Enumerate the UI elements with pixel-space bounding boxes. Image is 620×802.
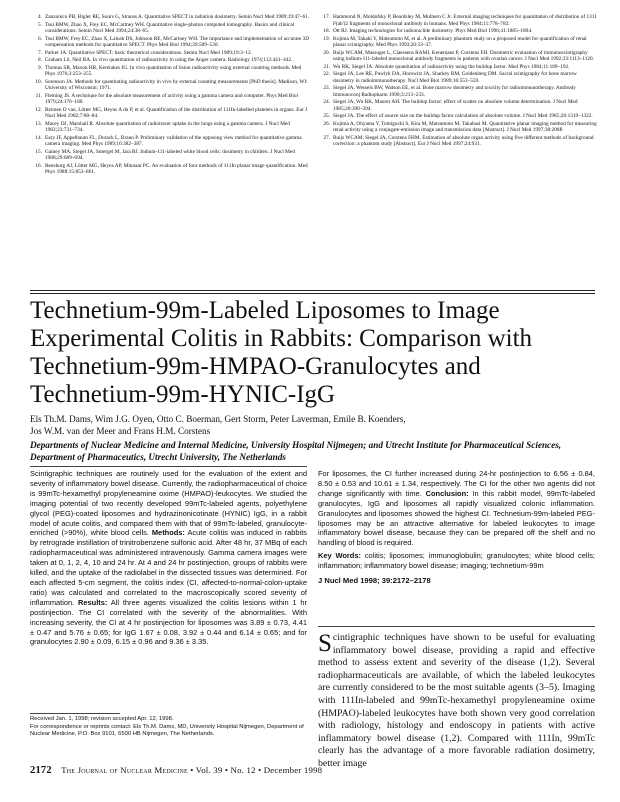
body-text [318, 632, 595, 771]
reference-text: Siegel JA, Wu RK, Maurer AH. The buildup factor: effect of scatter on absolute volume determination. J Nucl Med 1985;26:390–394. [333, 99, 578, 112]
reference-text: Reimen O van, Lötter MG, Heyns A du P, et al. Quantification of the distribution of 111In-labelled platelets in organs. Eur J Nucl Med 1982;7:80–84. [45, 106, 308, 119]
author-line-1: Els Th.M. Dams, Wim J.G. Oyen, Otto C. Boerman, Gert Storm, Peter Laverman, Emile B. Koenders, [30, 414, 406, 424]
reference-text: Kojima M, Takaki Y, Matsumoto M, et al. A preliminary phantom study on a proposed model for quantification of renal planar scintigraphy. Med Phys 1993;20:33–37. [333, 35, 587, 48]
reference-item [318, 71, 598, 84]
reference-text: Rensburg AJ, Lötter MG, Heyns AP, Minnaar PC. An evaluation of four methods of 111In planar image quantification. Med Phys 1988;15:853–861. [45, 162, 308, 175]
page-footer [30, 765, 595, 776]
abstract-column-left [30, 469, 307, 647]
reference-text: Buijs WCAM, Siegel JA, Corstens FHM. Estimation of absolute organ activity using five different methods of background correction: a phantom study [Abstract]. Eur J Nucl Med 1997;24:931. [333, 134, 594, 147]
reference-text: Fleming JS. A technique for the absolute measurement of activity using a gamma camera and computer. Phys Med Biol 1979;24:176–180. [45, 92, 299, 105]
abstract-conclusion: In this rabbit model, 99mTc-labeled granulocytes, IgG and liposomes all rapidly visualized colonic inflammation. Granulocytes and liposomes showed the highest CI. Technetium-99m-labeled PEG-liposomes may be an attractive alternative for labeled leukocytes to image inflammatory bowel disease, because they can be prepared off the shelf and no handling of blood is required. [318, 488, 595, 548]
reference-item [30, 93, 310, 106]
references-right [318, 14, 598, 149]
abstract-column-right [318, 469, 595, 586]
reference-number: 15. [35, 148, 42, 155]
footnote-received: Received Jan. 1, 1998; revision accepted Apr. 12, 1998. [30, 716, 174, 722]
reference-number: 14. [35, 134, 42, 141]
reference-item [318, 135, 598, 148]
results-label: Results: [78, 597, 108, 607]
abstract-results: All three agents visualized the colitis lesions within 1 hr postinjection. The CI correlated with the severity of the abnormalities. With increasing severity, the CI at 4 hr postinjection for liposomes was 3.89 ± 0.73, 4.41 ± 0.47 and 5.76 ± 0.65; for IgG 1.67 ± 0.08, 3.92 ± 0.44 and 6.14 ± 0.65; and for granulocytes 2.90 ± 0.09, 6.15 ± 0.96 and 9.36 ± 3.35. [30, 597, 307, 647]
reference-number: 17. [323, 14, 330, 20]
reference-item [30, 79, 310, 92]
reference-number: 26. [323, 120, 330, 127]
reference-number: 9. [38, 64, 42, 71]
footnote-correspondence: For correspondence or reprints contact: Els Th.M. Dams, MD, University Hospital Nijmegen, Department of Nuclear Medicine, P.O. Box 9101, 6500 HB Nijmegen, The Netherlands. [30, 724, 304, 738]
journal-citation: J Nucl Med 1998; 39:2172–2178 [318, 576, 431, 586]
reference-item [318, 113, 598, 120]
reference-text: Kojima A, Ohyama Y, Tomiguchi S, Kira M, Matsumoto M, Takahasi M. Quantitative planar imaging method for measuring renal activity using a conjugate-emission image and transmission data [Abstract]. J Nucl Med 1997;38:208P. [333, 120, 597, 133]
reference-item [30, 22, 310, 35]
page-number: 2172 [30, 765, 52, 776]
reference-item [30, 65, 310, 78]
reference-text: Siegel JA, Wessels BW, Watson EE, et al. Bone marrow dosimetry and toxicity for radioimmunotherapy. Antibody Immunoconj Radiopharm 1990;3:213–233. [333, 85, 576, 98]
reference-item [30, 149, 310, 162]
reference-item [318, 36, 598, 49]
reference-number: 21. [323, 63, 330, 70]
reference-text: Wu RK, Siegel JA. Absolute quantitation of radioactivity using the buildup factor. Med Phys 1984;11:189–192. [333, 63, 570, 70]
reference-number: 23. [323, 85, 330, 91]
reference-item [30, 36, 310, 49]
reference-item [318, 85, 598, 98]
reference-number: 19. [323, 35, 330, 42]
abstract-results-cont: For liposomes, the CI further increased during 24-hr postinjection to 6.56 ± 0.84, 8.50 ± 0.53 and 10.61 ± 1.34, respectively. The CI for the other two agents did not change significantly with time. [318, 469, 595, 498]
reference-number: 25. [323, 113, 330, 119]
reference-text: Siegel JA, Lee RE, Pawlyk DA, Horowitz JA, Sharkey RM, Goldenberg DM. Sacral scintigraphy for bone marrow dosimetry in radioimmunotherapy. Nucl Med Biol 1989;16:553–559. [333, 71, 577, 84]
reference-item [318, 50, 598, 63]
abstract-intro: Scintigraphic techniques are routinely used for the evaluation of the extent and severity of inflammatory bowel disease. Currently, the radiopharmaceutical of choice is 99mTc-hexamethyl propyleneamine oxime (HMPAO)-leukocytes. We studied the imaging potential of two recently developed 99mTc-labeled agents, polyethylene glycol (PEG)-coated liposomes and hydrazinonicotinate (HYNIC) IgG, in a rabbit model of acute colitis, and compared them with that of 99mTc-labeled, granulocyte-enriched (>90%), white blood cells. [30, 469, 307, 538]
reference-number: 27. [323, 134, 330, 141]
reference-text: Graham LS, Neil BA. In vivo quantitation of radioactivity in using the Anger camera. Radiology 1974;112:441–442. [45, 57, 293, 63]
reference-number: 12. [35, 106, 42, 113]
footnotes [30, 716, 307, 739]
reference-number: 11. [35, 92, 42, 99]
reference-number: 6. [38, 35, 42, 42]
references-left [30, 14, 310, 177]
citation-divider [318, 626, 595, 627]
abstract-divider [30, 466, 307, 467]
reference-item [30, 50, 310, 57]
author-line-2: Jos W.M. van der Meer and Frans H.M. Corstens [30, 426, 211, 436]
reference-number: 24. [323, 99, 330, 105]
reference-text: Parker JA. Quantitative SPECT: basic theoretical considerations. Semin Nucl Med 1989;19:3–12. [45, 49, 253, 56]
affiliation: Departments of Nuclear Medicine and Internal Medicine, University Hospital Nijmegen; and Utrecht Institute for Pharmaceutical Sciences, Department of Pharmaceutics, Utrecht University, The Netherlands [30, 440, 562, 462]
reference-item [318, 14, 598, 27]
reference-number: 10. [35, 78, 42, 85]
reference-item [30, 121, 310, 134]
reference-number: 7. [38, 49, 42, 56]
drop-cap: S [318, 630, 332, 657]
reference-number: 20. [323, 49, 330, 56]
author-list [30, 413, 595, 437]
abstract-methods: Acute colitis was induced in rabbits by retrograde instillation of trinitrobenzene sulfonic acid. After 48 hr, 37 MBq of each radiopharmaceutical was administered intravenously. Gamma camera images were taken at 0, 1, 2, 4, 10 and 24 hr. At 4 and 24 hr postinjection, groups of rabbits were killed, and the uptake of the radiolabel in the dissected tissues was determined. For each affected 5-cm segment, the colitis index (CI, affected-to-normal-colon-uptake ratio) was calculated and correlated to the macroscopically scored severity of inflammation. [30, 528, 308, 607]
reference-item [30, 163, 310, 176]
issue-info: • Vol. 39 • No. 12 • December 1998 [190, 765, 323, 775]
reference-item [318, 99, 598, 112]
keywords-label: Key Words: [318, 551, 361, 561]
reference-text: Tsui BMW, Frey EC, Zhao X, Lalush DS, Johnson RE, McCartney WH. The importance and implementation of accurate 3D compensation methods for quantitative SPECT. Phys Med Biol 1994;39:509–530. [45, 35, 310, 48]
journal-name: The Journal of Nuclear Medicine [61, 765, 188, 775]
reference-number: 13. [35, 120, 42, 127]
title-rule-top [30, 290, 595, 291]
reference-item [30, 14, 310, 21]
reference-number: 5. [38, 21, 42, 28]
body-paragraph: cintigraphic techniques have shown to be useful for evaluating inflammatory bowel disease, providing a rapid and effective method to assess extent and severity of the disease (1,2). Several radiopharmaceuticals are available, of which the labeled leukocytes are currently considered to be the most suitable agents (3–5). Imaging with 111In-labeled and 99mTc-hexamethyl propyleneamine oxime (HMPAO)-labeled leukocytes have both shown very good correlation with radiology, histology and endoscopy in patients with active inflammatory bowel disease (1,2). Compared with 111In, 99mTc clearly has the advantage of a more favorable radiation dosimetry, better image [318, 632, 595, 769]
keywords-text: colitis; liposomes; immunoglobulin; granulocytes; white blood cells; inflammation; inflammatory bowel disease; imaging; technetium-99m [318, 551, 595, 571]
reference-text: Buijs WCAM, Massuger L, Claessens RAMJ, Kenemans P, Corstens FH. Dosimetric evaluation of immunoscintigraphy using indium-111-labeled monoclonal antibody fragments in patients with ovarian cancer. J Nucl Med 1992;33:1113–1120. [333, 49, 595, 62]
reference-number: 22. [323, 71, 330, 77]
reference-text: Sorenson JA. Methods for quantitating radioactivity in vivo by external counting measurements [PhD thesis]. Madison, WI: University of Wisconsin; 1971. [45, 78, 308, 91]
title-rule-bottom [30, 293, 595, 294]
article-title: Technetium-99m-Labeled Liposomes to Image Experimental Colitis in Rabbits: Comparison with Technetium-99m-HMPAO-Granulocytes and Technetium-99m-HYNIC-IgG [30, 297, 533, 408]
reference-text: Gainey MA, Siegel JA, Smergel M, Jara BJ. Indium-111-labeled white blood cells: dosimetry in children. J Nucl Med 1988;29:689–694. [45, 148, 295, 161]
reference-item [30, 135, 310, 148]
reference-text: Thomas SR, Maxon HR, Kereiakes JG. In vivo quantitation of lision radioactivity using external counting methods. Med Phys 1976;3:253–255. [45, 64, 302, 77]
reference-item [30, 57, 310, 64]
reference-text: Eary JF, Appelbaum FL, Durack L, Braun P. Preliminary validation of the opposing view method for quantitative gamma camera imaging. Med Phys 1989;16:382–387. [45, 134, 302, 147]
reference-number: 4. [38, 14, 42, 20]
reference-text: Hammond N, Moldofsky P, Beardsley M, Mulhern C Jr. External imaging techniques for quantitation of distribution of 131I F(ab')2 fragments of monoclonal antibody in humans. Med Phys 1984;11:778–783. [333, 14, 597, 27]
reference-number: 8. [38, 57, 42, 63]
reference-number: 16. [35, 162, 42, 169]
reference-item [318, 28, 598, 35]
reference-text: Tsui BMW, Zhao X, Frey EC, McCartney WH. Quantitative single-photon computed tomography. Basics and clinical considerations. Semin Nucl Med 1994;24:38–65. [45, 21, 295, 34]
footnote-divider [30, 713, 120, 714]
conclusion-label: Conclusion: [425, 488, 469, 498]
reference-text: Macey DJ, Marshall R. Absolute quantitation of radiotracer uptake in the lungs using a gamma camera. J Nucl Med 1982;23:731–734. [45, 120, 290, 133]
reference-text: Zanzonico PB, Bigler RE, Sours G, Strauss A. Quantitative SPECT in radiation dosimetry. Semin Nucl Med 1989;19:47–61. [45, 14, 310, 20]
reference-item [318, 64, 598, 71]
reference-text: Siegel JA. The effect of source size on the buildup factor calculation of absolute volume. J Nucl Med 1985;26:1319–1322. [333, 113, 593, 119]
reference-item [318, 121, 598, 134]
reference-text: Ott RJ. Imaging technologies for radionuclide dosimetry. Phys Med Biol 1996;41:1885–1894. [333, 28, 533, 34]
reference-item [30, 107, 310, 120]
reference-number: 18. [323, 28, 330, 34]
methods-label: Methods: [151, 528, 185, 538]
keywords [318, 551, 595, 571]
